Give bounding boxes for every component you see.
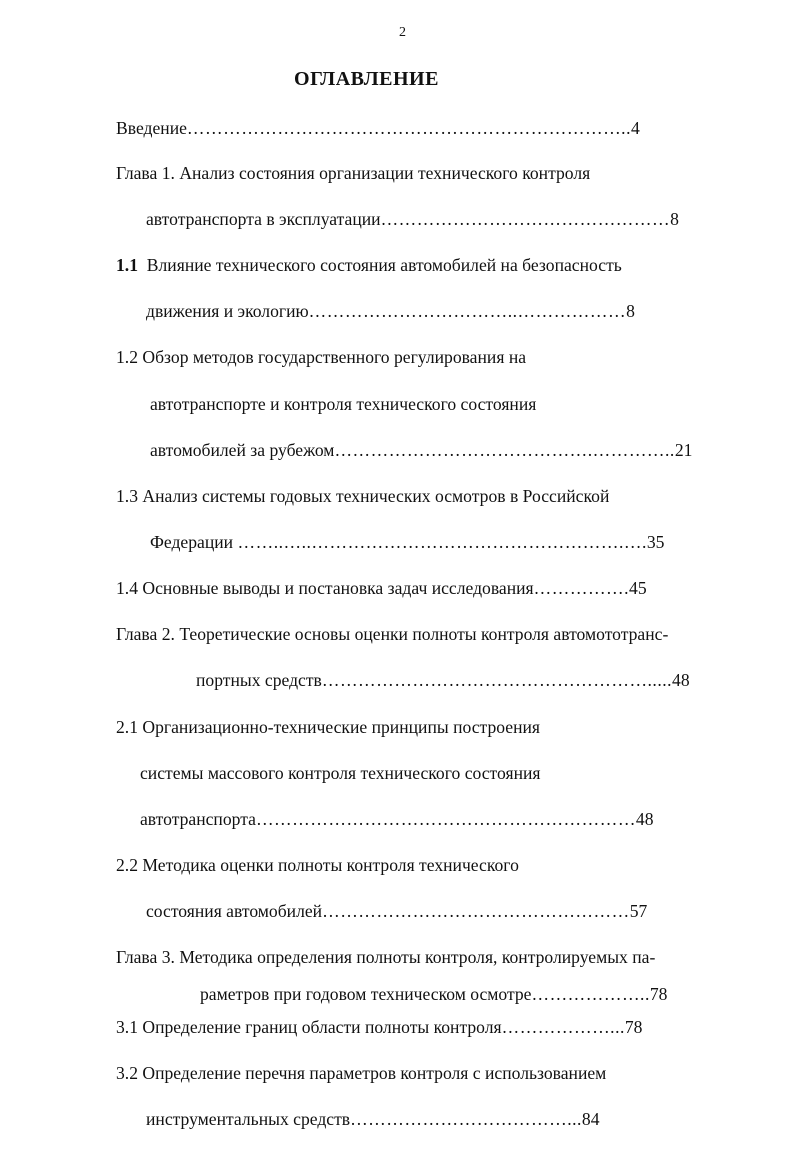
toc-entry-text: 3.1 Определение границ области полноты контроля <box>116 1017 502 1037</box>
toc-section-1-2-line-2 <box>150 393 536 415</box>
toc-entry-introduction <box>116 117 640 139</box>
toc-chapter-2-line-2 <box>196 669 690 691</box>
toc-page-number: 8 <box>626 301 635 321</box>
toc-page-number: 45 <box>629 578 647 598</box>
toc-section-1-4 <box>116 577 647 599</box>
toc-leader-dots: ……………………………..……………… <box>308 301 627 321</box>
toc-section-1-3-line-2 <box>150 531 664 553</box>
toc-page-number: 4 <box>630 118 640 138</box>
toc-section-2-2-line-2 <box>146 900 647 922</box>
toc-section-3-1 <box>116 1016 642 1038</box>
toc-section-1-1-line-2 <box>146 300 635 322</box>
toc-entry-text: 1.2 Обзор методов государственного регулирования на <box>116 347 527 367</box>
toc-entry-text: состояния автомобилей <box>146 901 323 921</box>
toc-entry-text: Введение <box>116 118 187 138</box>
toc-chapter-1-line-1 <box>116 162 590 184</box>
toc-section-1-1-line-1 <box>116 254 622 276</box>
toc-entry-text: движения и экологию <box>146 301 309 321</box>
toc-page-number: 84 <box>581 1109 600 1129</box>
toc-entry-text: инструментальных средств <box>146 1109 351 1129</box>
toc-chapter-2-line-1 <box>116 623 668 645</box>
toc-section-3-2-line-1 <box>116 1062 606 1084</box>
toc-entry-text: раметров при годовом техническом осмотре <box>200 984 532 1004</box>
toc-leader-dots: ……………. <box>533 578 630 598</box>
toc-section-1-2-line-3 <box>150 439 692 461</box>
toc-page-number: 78 <box>649 984 668 1004</box>
toc-leader-dots: ………………………………... <box>350 1109 582 1129</box>
toc-entry-text: Глава 3. Методика определения полноты контроля, контролируемых па- <box>116 947 656 967</box>
toc-leader-dots: ……………………………………………………… <box>255 809 636 829</box>
toc-section-number: 1.1 <box>116 255 138 275</box>
toc-entry-text: Глава 1. Анализ состояния организации технического контроля <box>116 163 591 183</box>
toc-chapter-3-line-1 <box>116 946 655 968</box>
toc-chapter-1-line-2 <box>146 208 679 230</box>
toc-entry-text: автотранспорта <box>140 809 256 829</box>
toc-page-number: 21 <box>674 440 693 460</box>
toc-entry-text: портных средств <box>196 670 322 690</box>
toc-section-2-1-line-3 <box>140 808 654 830</box>
toc-entry-text: автомобилей за рубежом <box>150 440 335 460</box>
toc-leader-dots: ………………………………………… <box>380 209 671 229</box>
toc-page-number: 48 <box>635 809 654 829</box>
toc-entry-text: 1.3 Анализ системы годовых технических осмотров в Российской <box>116 486 610 506</box>
toc-entry-text: 1.4 Основные выводы и постановка задач исследования <box>116 578 534 598</box>
toc-entry-text: автотранспорта в эксплуатации <box>146 209 381 229</box>
toc-entry-text: Федерации <box>150 532 238 552</box>
toc-entry-text: 3.2 Определение перечня параметров контроля с использованием <box>116 1063 607 1083</box>
toc-entry-text: 2.1 Организационно-технические принципы построения <box>116 717 541 737</box>
toc-entry-text: автотранспорте и контроля технического состояния <box>150 394 537 414</box>
toc-chapter-3-line-2 <box>200 983 667 1005</box>
toc-section-1-2-line-1 <box>116 346 526 368</box>
toc-leader-dots: …………………………………….………….. <box>334 440 675 460</box>
toc-section-2-1-line-1 <box>116 716 540 738</box>
toc-section-2-2-line-1 <box>116 854 519 876</box>
toc-leader-dots: ……………………………………………………………….. <box>186 118 631 138</box>
toc-page-number: 8 <box>670 209 679 229</box>
toc-entry-text: системы массового контроля технического состояния <box>140 763 541 783</box>
toc-leader-dots: ………………………………………………..... <box>321 670 673 690</box>
page-number: 2 <box>399 25 406 40</box>
toc-section-3-2-line-2 <box>146 1108 600 1130</box>
toc-entry-text: Влияние технического состояния автомобилей на безопасность <box>146 255 622 275</box>
toc-leader-dots: ……..…..…………………………………………….…. <box>237 532 647 552</box>
page-title: ОГЛАВЛЕНИЕ <box>294 68 439 90</box>
toc-leader-dots: …………………………………………… <box>322 901 630 921</box>
toc-page-number: 78 <box>624 1017 643 1037</box>
toc-section-1-3-line-1 <box>116 485 609 507</box>
toc-entry-text: Глава 2. Теоретические основы оценки полноты контроля автомототранс- <box>116 624 669 644</box>
toc-entry-text: 2.2 Методика оценки полноты контроля технического <box>116 855 519 875</box>
toc-leader-dots: ………………... <box>501 1017 625 1037</box>
toc-page-number: 48 <box>672 670 690 690</box>
toc-leader-dots: ……………….. <box>531 984 650 1004</box>
toc-page-number: 57 <box>629 901 648 921</box>
toc-section-2-1-line-2 <box>140 762 541 784</box>
toc-page-number: 35 <box>646 532 665 552</box>
